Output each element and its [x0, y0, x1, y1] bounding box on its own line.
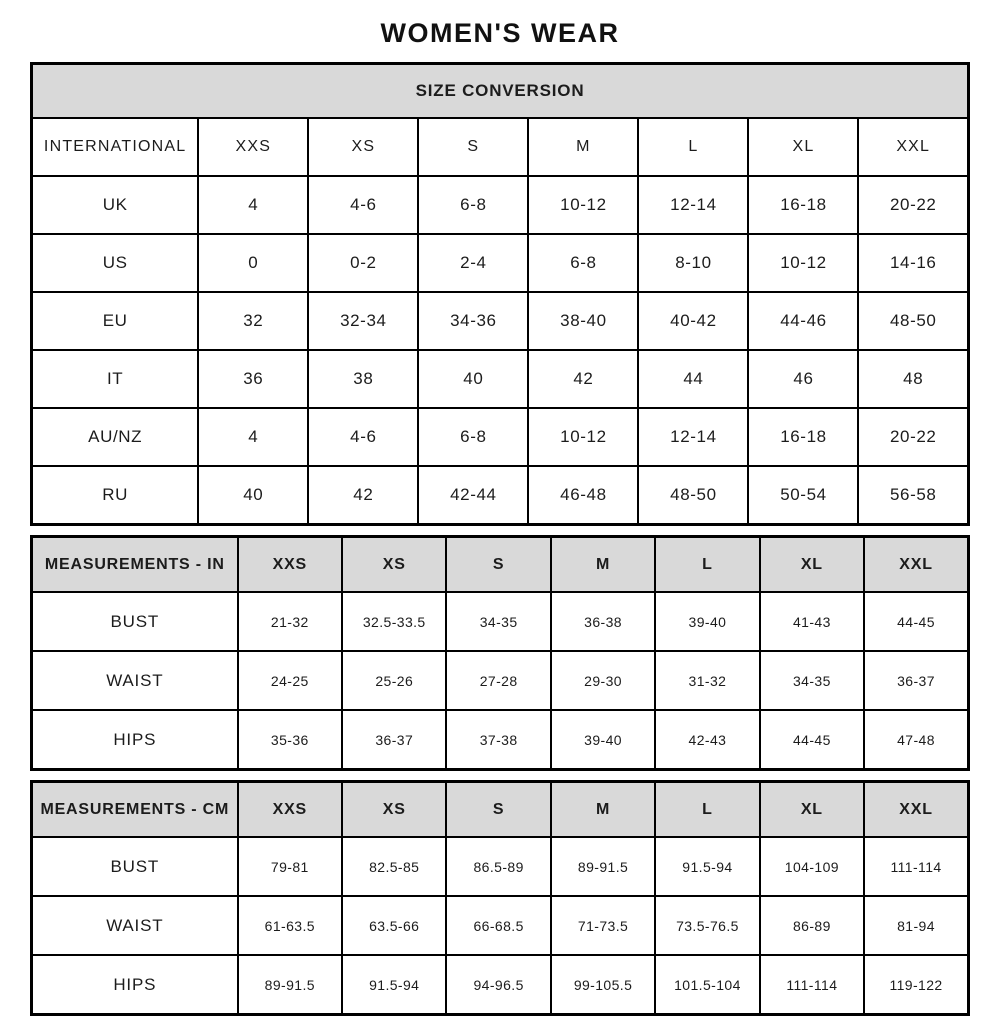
value-cell: 81-94 [864, 896, 968, 955]
row-label-cell: BUST [32, 592, 238, 651]
value-cell: 8-10 [638, 234, 748, 292]
table-row [32, 710, 969, 770]
column-header-cell: XXS [238, 537, 342, 593]
value-cell: 31-32 [655, 651, 759, 710]
value-cell: 20-22 [858, 408, 968, 466]
value-cell: 40 [198, 466, 308, 525]
table-row [32, 292, 969, 350]
value-cell: 10-12 [528, 408, 638, 466]
value-cell: 44 [638, 350, 748, 408]
table-title-row [32, 64, 969, 119]
value-cell: 34-36 [418, 292, 528, 350]
row-label-cell: UK [32, 176, 199, 234]
value-cell: 63.5-66 [342, 896, 446, 955]
column-header-cell: S [418, 118, 528, 176]
column-header-cell: L [638, 118, 748, 176]
measurements-cm-table [30, 780, 970, 1016]
value-cell: 16-18 [748, 176, 858, 234]
value-cell: 4-6 [308, 176, 418, 234]
value-cell: 50-54 [748, 466, 858, 525]
page-title: WOMEN'S WEAR [380, 18, 620, 48]
value-cell: 0-2 [308, 234, 418, 292]
value-cell: 32-34 [308, 292, 418, 350]
value-cell: 4 [198, 408, 308, 466]
value-cell: 10-12 [748, 234, 858, 292]
table-title-cell: SIZE CONVERSION [32, 64, 969, 119]
value-cell: 104-109 [760, 837, 864, 896]
table-row [32, 408, 969, 466]
column-header-cell: M [528, 118, 638, 176]
column-header-row [32, 537, 969, 593]
column-header-cell: XL [760, 782, 864, 838]
value-cell: 6-8 [418, 176, 528, 234]
value-cell: 16-18 [748, 408, 858, 466]
row-label-cell: EU [32, 292, 199, 350]
value-cell: 37-38 [446, 710, 550, 770]
row-label-cell: RU [32, 466, 199, 525]
value-cell: 41-43 [760, 592, 864, 651]
value-cell: 46 [748, 350, 858, 408]
row-label-cell: HIPS [32, 955, 238, 1015]
column-header-cell: M [551, 537, 655, 593]
value-cell: 12-14 [638, 176, 748, 234]
value-cell: 42-43 [655, 710, 759, 770]
column-header-cell: XS [308, 118, 418, 176]
value-cell: 47-48 [864, 710, 968, 770]
value-cell: 94-96.5 [446, 955, 550, 1015]
value-cell: 86-89 [760, 896, 864, 955]
value-cell: 46-48 [528, 466, 638, 525]
value-cell: 91.5-94 [342, 955, 446, 1015]
row-label-cell: BUST [32, 837, 238, 896]
value-cell: 42 [528, 350, 638, 408]
value-cell: 42-44 [418, 466, 528, 525]
value-cell: 34-35 [446, 592, 550, 651]
column-header-cell: S [446, 537, 550, 593]
size-conversion-table [30, 62, 970, 526]
column-header-cell: XS [342, 782, 446, 838]
value-cell: 44-46 [748, 292, 858, 350]
value-cell: 14-16 [858, 234, 968, 292]
value-cell: 12-14 [638, 408, 748, 466]
table-row [32, 466, 969, 525]
value-cell: 27-28 [446, 651, 550, 710]
value-cell: 40 [418, 350, 528, 408]
row-label-cell: WAIST [32, 896, 238, 955]
column-header-cell: L [655, 782, 759, 838]
value-cell: 6-8 [528, 234, 638, 292]
table-row [32, 955, 969, 1015]
value-cell: 44-45 [760, 710, 864, 770]
value-cell: 24-25 [238, 651, 342, 710]
value-cell: 40-42 [638, 292, 748, 350]
column-header-cell: XXL [864, 782, 968, 838]
value-cell: 38-40 [528, 292, 638, 350]
value-cell: 36-37 [342, 710, 446, 770]
column-header-cell: XS [342, 537, 446, 593]
value-cell: 89-91.5 [551, 837, 655, 896]
value-cell: 119-122 [864, 955, 968, 1015]
column-header-cell: XXL [858, 118, 968, 176]
value-cell: 38 [308, 350, 418, 408]
value-cell: 71-73.5 [551, 896, 655, 955]
value-cell: 32.5-33.5 [342, 592, 446, 651]
value-cell: 111-114 [864, 837, 968, 896]
column-header-cell: XXS [238, 782, 342, 838]
value-cell: 79-81 [238, 837, 342, 896]
table-row [32, 592, 969, 651]
column-header-cell: INTERNATIONAL [32, 118, 199, 176]
column-header-row [32, 782, 969, 838]
value-cell: 29-30 [551, 651, 655, 710]
value-cell: 82.5-85 [342, 837, 446, 896]
value-cell: 42 [308, 466, 418, 525]
value-cell: 101.5-104 [655, 955, 759, 1015]
value-cell: 48-50 [858, 292, 968, 350]
column-header-row [32, 118, 969, 176]
value-cell: 48 [858, 350, 968, 408]
value-cell: 21-32 [238, 592, 342, 651]
column-header-cell: L [655, 537, 759, 593]
value-cell: 36 [198, 350, 308, 408]
column-header-cell: XL [748, 118, 858, 176]
value-cell: 10-12 [528, 176, 638, 234]
row-label-cell: HIPS [32, 710, 238, 770]
value-cell: 36-38 [551, 592, 655, 651]
table-title-cell: MEASUREMENTS - CM [32, 782, 238, 838]
value-cell: 66-68.5 [446, 896, 550, 955]
value-cell: 111-114 [760, 955, 864, 1015]
value-cell: 99-105.5 [551, 955, 655, 1015]
table-row [32, 176, 969, 234]
value-cell: 56-58 [858, 466, 968, 525]
value-cell: 25-26 [342, 651, 446, 710]
value-cell: 61-63.5 [238, 896, 342, 955]
table-row [32, 837, 969, 896]
column-header-cell: XXL [864, 537, 968, 593]
value-cell: 6-8 [418, 408, 528, 466]
column-header-cell: XXS [198, 118, 308, 176]
value-cell: 91.5-94 [655, 837, 759, 896]
value-cell: 4-6 [308, 408, 418, 466]
value-cell: 89-91.5 [238, 955, 342, 1015]
size-chart-page [30, 0, 970, 1016]
value-cell: 2-4 [418, 234, 528, 292]
value-cell: 39-40 [551, 710, 655, 770]
value-cell: 86.5-89 [446, 837, 550, 896]
column-header-cell: S [446, 782, 550, 838]
column-header-cell: M [551, 782, 655, 838]
table-title-cell: MEASUREMENTS - IN [32, 537, 238, 593]
table-row [32, 651, 969, 710]
row-label-cell: IT [32, 350, 199, 408]
value-cell: 32 [198, 292, 308, 350]
measurements-in-table [30, 535, 970, 771]
value-cell: 20-22 [858, 176, 968, 234]
row-label-cell: WAIST [32, 651, 238, 710]
row-label-cell: US [32, 234, 199, 292]
value-cell: 35-36 [238, 710, 342, 770]
row-label-cell: AU/NZ [32, 408, 199, 466]
table-row [32, 234, 969, 292]
column-header-cell: XL [760, 537, 864, 593]
value-cell: 73.5-76.5 [655, 896, 759, 955]
value-cell: 4 [198, 176, 308, 234]
value-cell: 34-35 [760, 651, 864, 710]
value-cell: 39-40 [655, 592, 759, 651]
value-cell: 48-50 [638, 466, 748, 525]
table-row [32, 896, 969, 955]
value-cell: 0 [198, 234, 308, 292]
table-row [32, 350, 969, 408]
value-cell: 36-37 [864, 651, 968, 710]
value-cell: 44-45 [864, 592, 968, 651]
